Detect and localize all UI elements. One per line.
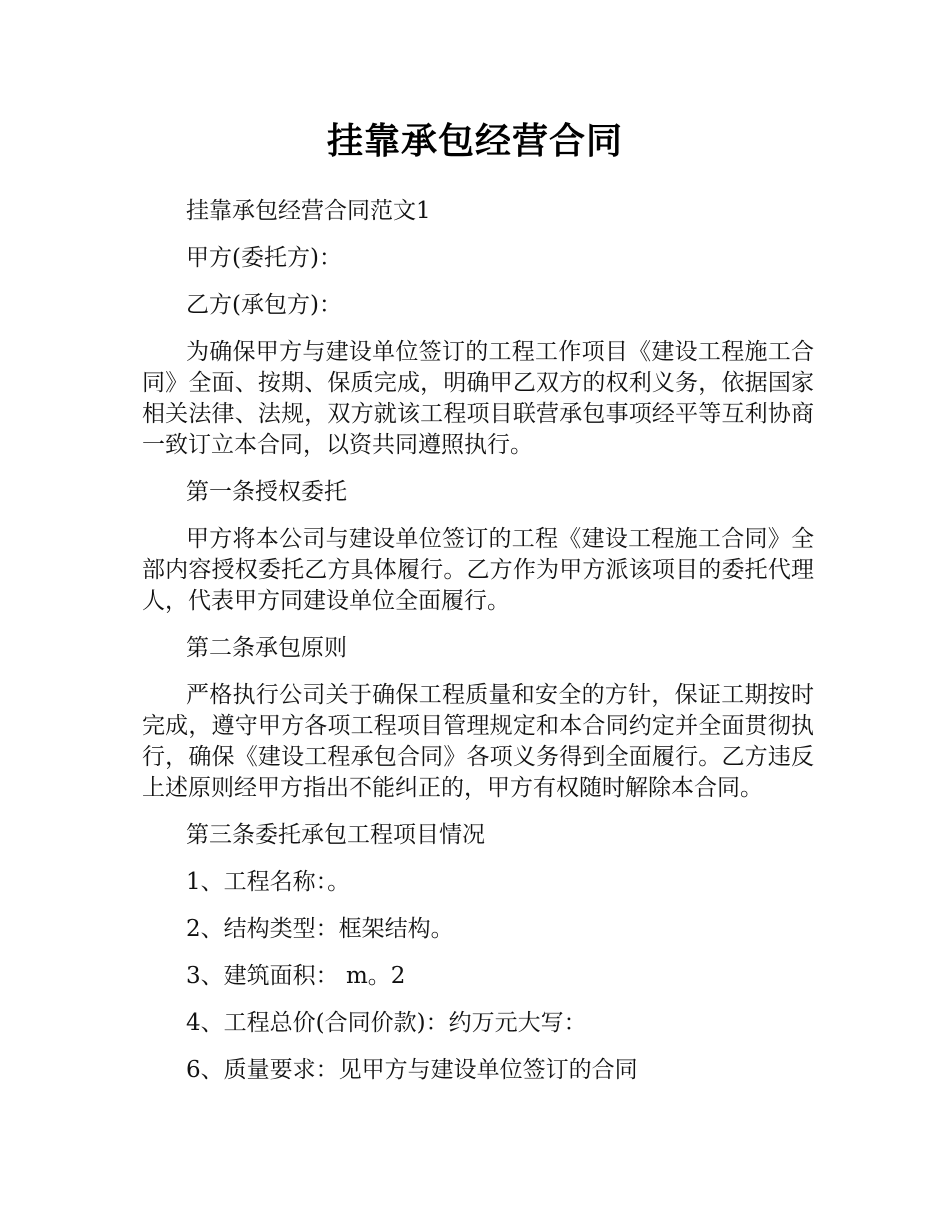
list-item-project-name: 1、工程名称：。 xyxy=(186,869,351,895)
list-item-total-price: 4、工程总价(合同价款)：约万元大写： xyxy=(186,1010,587,1036)
document-title: 挂靠承包经营合同 xyxy=(326,121,623,162)
document-body xyxy=(142,196,814,1102)
paragraph-article-1-body: 甲方将本公司与建设单位签订的工程《建设工程施工合同》全部内容授权委托乙方具体履行。乙方作为甲方派该项目的委托代理人，代表甲方同建设单位全面履行。 xyxy=(142,526,814,614)
list-item-quality-requirement: 6、质量要求：见甲方与建设单位签订的合同 xyxy=(186,1057,638,1083)
paragraph-party-b: 乙方(承包方)： xyxy=(186,292,342,318)
list-item-building-area: 3、建筑面积： m。2 xyxy=(186,963,406,989)
paragraph-article-2-body: 严格执行公司关于确保工程质量和安全的方针，保证工期按时完成，遵守甲方各项工程项目管理规定和本合同约定并全面贯彻执行，确保《建设工程承包合同》各项义务得到全面履行。乙方违反上述原则经甲方指出不能纠正的，甲方有权随时解除本合同。 xyxy=(142,682,814,801)
paragraph-article-1-heading: 第一条授权委托 xyxy=(186,479,347,505)
paragraph-heading-sample: 挂靠承包经营合同范文1 xyxy=(186,198,431,224)
paragraph-article-2-heading: 第二条承包原则 xyxy=(186,635,347,661)
paragraph-preamble: 为确保甲方与建设单位签订的工程工作项目《建设工程施工合同》全面、按期、保质完成，明确甲乙双方的权利义务，依据国家相关法律、法规，双方就该工程项目联营承包事项经平等互利协商一致订立本合同，以资共同遵照执行。 xyxy=(142,339,814,458)
paragraph-party-a: 甲方(委托方)： xyxy=(186,245,342,271)
paragraph-article-3-heading: 第三条委托承包工程项目情况 xyxy=(186,822,485,848)
list-item-structure-type: 2、结构类型：框架结构。 xyxy=(186,916,454,942)
